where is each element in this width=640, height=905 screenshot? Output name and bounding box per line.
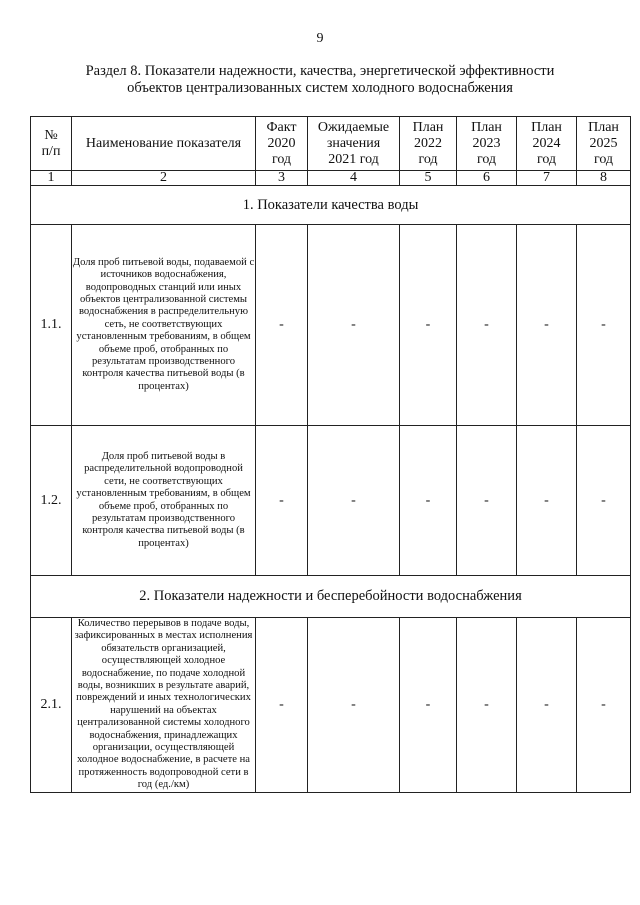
value-plan-2024: - bbox=[517, 225, 577, 426]
column-number: 8 bbox=[577, 171, 631, 186]
group-row-2 bbox=[31, 576, 631, 618]
value-plan-2022: - bbox=[400, 225, 457, 426]
indicators-table bbox=[30, 116, 631, 793]
value-plan-2022: - bbox=[400, 618, 457, 793]
value-plan-2025: - bbox=[577, 225, 631, 426]
value-plan-2023: - bbox=[457, 426, 517, 576]
header-plan-2024: План 2024 год bbox=[517, 117, 577, 171]
header-row bbox=[31, 117, 631, 171]
row-number: 2.1. bbox=[31, 618, 72, 793]
value-plan-2022: - bbox=[400, 426, 457, 576]
header-expected-2021: Ожидаемые значения 2021 год bbox=[308, 117, 400, 171]
value-expected-2021: - bbox=[308, 618, 400, 793]
table-row bbox=[31, 225, 631, 426]
column-number: 1 bbox=[31, 171, 72, 186]
value-plan-2025: - bbox=[577, 618, 631, 793]
row-number: 1.1. bbox=[31, 225, 72, 426]
value-fact-2020: - bbox=[256, 225, 308, 426]
value-plan-2024: - bbox=[517, 426, 577, 576]
column-number: 7 bbox=[517, 171, 577, 186]
column-number: 6 bbox=[457, 171, 517, 186]
row-indicator-name: Доля проб питьевой воды в распределительной водопроводной сети, не соответствующих установленным требованиям, в общем объеме проб, отобранных по результатам производственного контроля качества питьевой воды (в процентах) bbox=[72, 426, 256, 576]
value-plan-2024: - bbox=[517, 618, 577, 793]
section-title-line-2: объектов централизованных систем холодного водоснабжения bbox=[127, 80, 513, 96]
page-number: 9 bbox=[316, 31, 324, 46]
column-number: 3 bbox=[256, 171, 308, 186]
column-number: 4 bbox=[308, 171, 400, 186]
header-plan-2025: План 2025 год bbox=[577, 117, 631, 171]
column-numbers-row bbox=[31, 171, 631, 186]
header-name: Наименование показателя bbox=[72, 117, 256, 171]
group-title-reliability: 2. Показатели надежности и бесперебойности водоснабжения bbox=[31, 576, 631, 618]
value-fact-2020: - bbox=[256, 618, 308, 793]
value-plan-2023: - bbox=[457, 225, 517, 426]
group-row-1 bbox=[31, 186, 631, 225]
value-plan-2025: - bbox=[577, 426, 631, 576]
value-expected-2021: - bbox=[308, 426, 400, 576]
section-title-line-1: Раздел 8. Показатели надежности, качества, энергетической эффективности bbox=[85, 63, 555, 79]
row-indicator-name: Количество перерывов в подаче воды, зафиксированных в местах исполнения обязательств организацией, осуществляющей холодное водоснабжение, по подаче холодной воды, возникших в результате аварий, повреждений и иных технологических нарушений на объектах централизованной системы холодного водоснабжения, принадлежащих организации, осуществляющей холодное водоснабжение, в расчете на протяженность водопроводной сети в год (ед./км) bbox=[72, 618, 256, 793]
header-plan-2022: План 2022 год bbox=[400, 117, 457, 171]
value-expected-2021: - bbox=[308, 225, 400, 426]
table-row bbox=[31, 618, 631, 793]
header-fact-2020: Факт 2020 год bbox=[256, 117, 308, 171]
header-plan-2023: План 2023 год bbox=[457, 117, 517, 171]
row-number: 1.2. bbox=[31, 426, 72, 576]
table-row bbox=[31, 426, 631, 576]
row-indicator-name: Доля проб питьевой воды, подаваемой с источников водоснабжения, водопроводных станций или иных объектов централизованной системы водоснабжения в распределительную сеть, не соответствующих установленным требованиям, в общем объеме проб, отобранных по результатам производственного контроля качества питьевой воды (в процентах) bbox=[72, 225, 256, 426]
header-num: № п/п bbox=[31, 117, 72, 171]
value-plan-2023: - bbox=[457, 618, 517, 793]
column-number: 2 bbox=[72, 171, 256, 186]
section-title bbox=[40, 63, 600, 97]
value-fact-2020: - bbox=[256, 426, 308, 576]
group-title-quality: 1. Показатели качества воды bbox=[31, 186, 631, 225]
column-number: 5 bbox=[400, 171, 457, 186]
